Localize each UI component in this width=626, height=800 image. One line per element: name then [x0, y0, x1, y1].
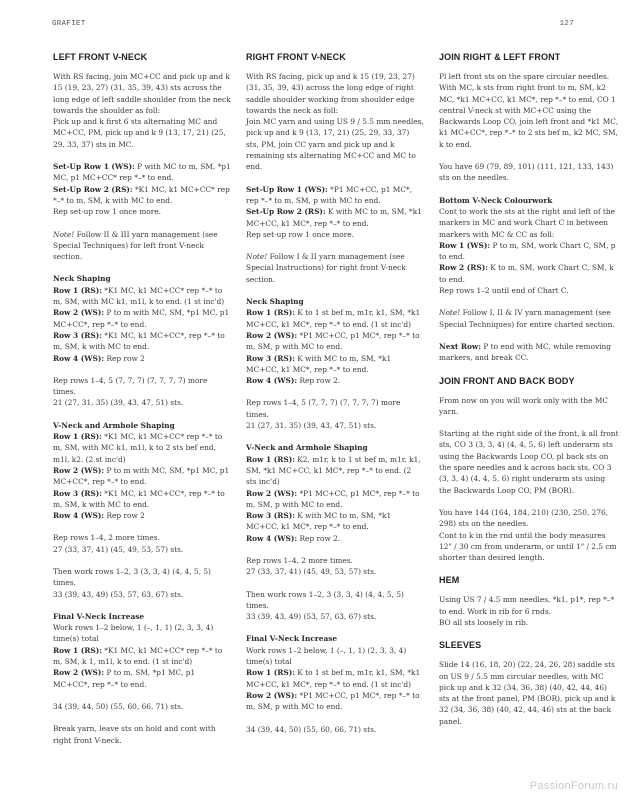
subsection-title: V-Neck and Armhole Shaping — [53, 420, 175, 430]
subsection-title: Final V-Neck Increase — [246, 634, 338, 644]
section-title: SLEEVES — [439, 640, 482, 651]
join-paragraph: Pl left front sts on the spare circular needles. With MC, k sts from right front to m, SM, k2 MC, *k1 MC+CC, k1 MC*, rep *–* to end, CO 1 central V-neck st with MC+CC using the Backwards Loop CO, join left front and *k1 MC, k1 MC+CC*, rep *–* to 2 sts bef m, k2 MC, SM, k to end. — [439, 72, 619, 149]
row-instruction: Row 1 (WS): P to m, SM, work Chart C, SM, p to end. — [439, 240, 616, 262]
vneck-repeat: Rep rows 1–4, 2 more times. 27 (33, 37, 41) (45, 49, 53, 57) sts. — [53, 533, 184, 554]
row-instruction: Row 1 (RS): *K1 MC, k1 MC+CC* rep *–* to m, SM, k 1, m1l, k to end. (1 st inc'd) — [53, 645, 223, 667]
next-row: Next Row: P to end with MC, while removing markers, and break CC. — [439, 341, 612, 363]
section-name: GRAFIET — [52, 20, 86, 28]
column-right-front — [246, 52, 424, 757]
row-instruction: Row 2 (WS): *P1 MC+CC, p1 MC*, rep *–* to m, SM, p with MC to end. — [246, 690, 420, 712]
final-stitch-count: 34 (39, 44, 50) (55, 60, 66, 71) sts. — [246, 724, 377, 734]
vneck-repeat: Rep rows 1–4, 2 more times. 27 (33, 37, 41) (45, 49, 53, 57) sts. — [246, 555, 377, 577]
bottom-vneck-colourwork: Bottom V-Neck Colourwork Cont to work the sts at the right and left of the markers in MC and work Chart C in between markers with MC & CC as foll: Row 1 (WS): P to m, SM, work Chart C, SM, p to end. Row 2 (RS): K to m, SM, work Chart C, SM, k to end. Rep rows 1–2 until end of Chart C. — [439, 195, 619, 297]
column-join-and-body — [439, 52, 619, 757]
row-instruction: Row 1 (RS): K to 1 st bef m, m1r, k1, SM, *k1 MC+CC, k1 MC*, rep *–* to end. (1 st inc'd) — [246, 308, 421, 329]
neck-shaping — [53, 273, 231, 363]
pattern-columns — [53, 52, 619, 757]
intro-paragraph: With RS facing, pick up and k 15 (19, 23, 27) (31, 35, 39, 43) across the long edge of right saddle shoulder working from shoulder edge towards the neck as foll: Join MC yarn and using US 9 / 5.5 mm needles, pick up and k 9 (13, 17, 21) (25, 29, 33, 37) sts, PM, join CC yarn and pick up and k remaining sts alternating MC+CC and MC to end. — [246, 72, 424, 172]
row-instruction: Row 4 (WS): Rep row 2. — [246, 376, 341, 386]
intro-paragraph: With RS facing, join MC+CC and pick up and k 15 (19, 23, 27) (31, 35, 39, 43) sts across the long edge of left saddle shoulder from the neck towards the shoulder as foll: Pick up and k first 6 sts alternating MC and MC+CC, PM, pick up and k 9 (13, 17, 21) (25, 29, 33, 37) sts in MC. — [53, 72, 231, 149]
row-instruction: Row 2 (WS): *P1 MC+CC, p1 MC*, rep *–* to m, SM, p with MC to end. — [246, 330, 420, 352]
row-instruction: Row 3 (RS): *K1 MC, k1 MC+CC*, rep *–* to m, SM, k with MC to end. — [53, 488, 225, 509]
then-work: Then work rows 1–2, 3 (3, 3, 4) (4, 4, 5, 5) times. 33 (39, 43, 49) (53, 57, 63, 67) sts. — [53, 566, 211, 599]
section-title: RIGHT FRONT V-NECK — [246, 52, 346, 62]
then-work: Then work rows 1–2, 3 (3, 3, 4) (4, 4, 5, 5) times. 33 (39, 43, 49) (53, 57, 63, 67) sts. — [246, 589, 404, 622]
watermark: PassionForum.ru — [529, 780, 618, 792]
hem-paragraph: Using US 7 / 4.5 mm needles, *k1, p1*, rep *–* to end. Work in rib for 6 rnds. BO all sts loosely in rib. — [439, 595, 615, 627]
final-stitch-count: 34 (39, 44, 50) (55, 60, 66, 71) sts. — [53, 701, 184, 711]
section-title: JOIN FRONT AND BACK BODY — [439, 375, 575, 386]
closing-note: Break yarn, leave sts on hold and cont with right front V-neck. — [53, 724, 216, 745]
subsection-title: Neck Shaping — [53, 274, 111, 284]
page-number: 127 — [559, 20, 574, 28]
running-header — [52, 20, 574, 28]
row-instruction: Row 2 (WS): P to m with MC, SM, *p1 MC, p1 MC+CC*, rep *–* to end. — [53, 308, 230, 329]
subsection-title: Neck Shaping — [246, 297, 304, 307]
body-stitch-count: You have 144 (164, 184, 210) (230, 250, 276, 298) sts on the needles. Cont to k in the rnd until the body measures 12" / 30 cm from underarm, or until 1" / 2.5 cm shorter than desired length. — [439, 507, 617, 563]
row-instruction: Row 2 (WS): P to m with MC, SM, *p1 MC, p1 MC+CC*, rep *–* to end. — [53, 465, 230, 487]
row-instruction: Row 4 (WS): Rep row 2 — [53, 511, 145, 521]
setup-row: Set-Up Row 1 (WS): P with MC to m, SM, *p1 MC, p1 MC+CC* rep *–* to end. — [53, 162, 231, 183]
vneck-armhole-shaping — [53, 420, 231, 522]
body-paragraph: From now on you will work only with the MC yarn. — [439, 395, 609, 416]
final-vneck-increase: Final V-Neck Increase Work rows 1–2 below, 1 (–, 1, 1) (2, 3, 3, 4) time(s) total Row 1 (RS): *K1 MC, k1 MC+CC* rep *–* to m, SM, k 1, m1l, k to end. (1 st inc'd) Row 2 (WS): P to m, SM, *p1 MC, p1 MC+CC*, rep *–* to end. — [53, 611, 231, 690]
setup-row: Set-Up Row 2 (RS): *K1 MC, k1 MC+CC* rep *–* to m, SM, k with MC to end. — [53, 184, 230, 205]
section-title: LEFT FRONT V-NECK — [53, 52, 148, 62]
row-instruction: Row 2 (WS): *P1 MC+CC, p1 MC*, rep *–* to m, SM, p with MC to end. — [246, 488, 420, 509]
column-left-front — [53, 52, 231, 757]
join-stitch-count: You have 69 (79, 89, 101) (111, 121, 133, 143) sts on the needles. — [439, 162, 614, 183]
note: Note! Follow II & III yarn management (see Special Techniques) for left front V-neck section. — [53, 229, 218, 262]
neck-repeat: Rep rows 1–4, 5 (7, 7, 7) (7, 7, 7, 7) more times. 21 (27, 31, 35) (39, 43, 47, 51) sts. — [246, 398, 401, 431]
row-instruction: Row 1 (RS): *K1 MC, k1 MC+CC* rep *–* to m, SM, with MC k1, m1l, k to end. (1 st inc'd) — [53, 285, 225, 307]
body-paragraph: Starting at the right side of the front, k all front sts, CO 3 (3, 3, 4) (4, 4, 5, 6) left underarm sts using the Backwards Loop CO, pl back sts on the spare needles and k across back sts, CO 3 (3, 3, 4) (4, 4, 5, 6) right underarm sts using the Backwards Loop CO, PM (BOR). — [439, 429, 619, 495]
row-instruction: Row 4 (WS): Rep row 2. — [246, 533, 341, 543]
setup-row: Set-Up Row 2 (RS): K with MC to m, SM, *k1 MC+CC, k1 MC*, rep *–* to end. — [246, 207, 422, 228]
row-instruction: Row 3 (RS): K with MC to m, SM, *k1 MC+CC, k1 MC*, rep *–* to end. — [246, 511, 392, 532]
row-instruction: Row 1 (RS): *K1 MC, k1 MC+CC* rep *–* to m, SM, with MC k1, m1l, k to 2 sts bef end, m1l, k2. (2 st inc'd) — [53, 432, 223, 464]
row-instruction: Row 2 (RS): K to m, SM, work Chart C, SM, k to end. — [439, 263, 614, 284]
neck-repeat: Rep rows 1–4, 5 (7, 7, 7) (7, 7, 7, 7) more times. 21 (27, 31, 35) (39, 43, 47, 51) sts. — [53, 375, 208, 408]
note: Note! Follow I & II yarn management (see Special Instructions) for right front V-neck section. — [246, 252, 406, 284]
setup-row: Set-Up Row 1 (WS): *P1 MC+CC, p1 MC*, rep *–* to m, SM, p with MC to end. — [246, 184, 413, 205]
row-instruction: Row 3 (RS): *K1 MC, k1 MC+CC*, rep *–* to m, SM, k with MC to end. — [53, 330, 225, 352]
section-title: JOIN RIGHT & LEFT FRONT — [439, 52, 561, 62]
subsection-title: Final V-Neck Increase — [53, 611, 145, 621]
row-instruction: Row 2 (WS): P to m, SM, *p1 MC, p1 MC+CC*, rep *–* to end. — [53, 668, 196, 689]
row-instruction: Row 1 (RS): K to 1 st bef m, m1r, k1, SM, *k1 MC+CC, k1 MC*, rep *–* to end. (1 st inc'd) — [246, 668, 421, 689]
subsection-title: V-Neck and Armhole Shaping — [246, 443, 368, 453]
row-instruction: Row 3 (RS): K with MC to m, SM, *k1 MC+CC, k1 MC*, rep *–* to end. — [246, 353, 392, 374]
setup-rows: Set-Up Row 1 (WS): *P1 MC+CC, p1 MC*, rep *–* to m, SM, p with MC to end. Set-Up Row 2 (RS): K with MC to m, SM, *k1 MC+CC, k1 MC*, rep *–* to end. Rep set-up row 1 once more. — [246, 184, 424, 240]
section-title: HEM — [439, 575, 460, 586]
note: Note! Follow I, II & IV yarn management (see Special Techniques) for entire charted section. — [439, 308, 615, 329]
subsection-title: Bottom V-Neck Colourwork — [439, 195, 553, 205]
row-instruction: Row 4 (WS): Rep row 2 — [53, 353, 145, 363]
neck-shaping — [246, 296, 424, 386]
final-vneck-increase: Final V-Neck Increase Work rows 1–2 below, 1 (–, 1, 1) (2, 3, 3, 4) time(s) total Row 1 (RS): K to 1 st bef m, m1r, k1, SM, *k1 MC+CC, k1 MC*, rep *–* to end. (1 st inc'd) Row 2 (WS): *P1 MC+CC, p1 MC*, rep *–* to m, SM, p with MC to end. — [246, 633, 424, 712]
sleeves-paragraph: Slide 14 (16, 18, 20) (22, 24, 26, 28) saddle sts on US 9 / 5.5 mm circular needles, with MC pick up and k 32 (34, 36, 38) (40, 42, 44, 46) sts at the front panel, PM (BOR), pick up and k 32 (34, 36, 38) (40, 42, 44, 46) sts at the back panel. — [439, 660, 616, 726]
row-instruction: Row 1 (RS): K2, m1r, k to 1 st bef m, m1r, k1, SM, *k1 MC+CC, k1 MC*, rep *–* to end. (2 sts inc'd) — [246, 454, 421, 487]
vneck-armhole-shaping — [246, 442, 424, 544]
setup-rows: Set-Up Row 1 (WS): P with MC to m, SM, *p1 MC, p1 MC+CC* rep *–* to end. Set-Up Row 2 (RS): *K1 MC, k1 MC+CC* rep *–* to m, SM, k with MC to end. Rep set-up row 1 once more. — [53, 162, 231, 217]
